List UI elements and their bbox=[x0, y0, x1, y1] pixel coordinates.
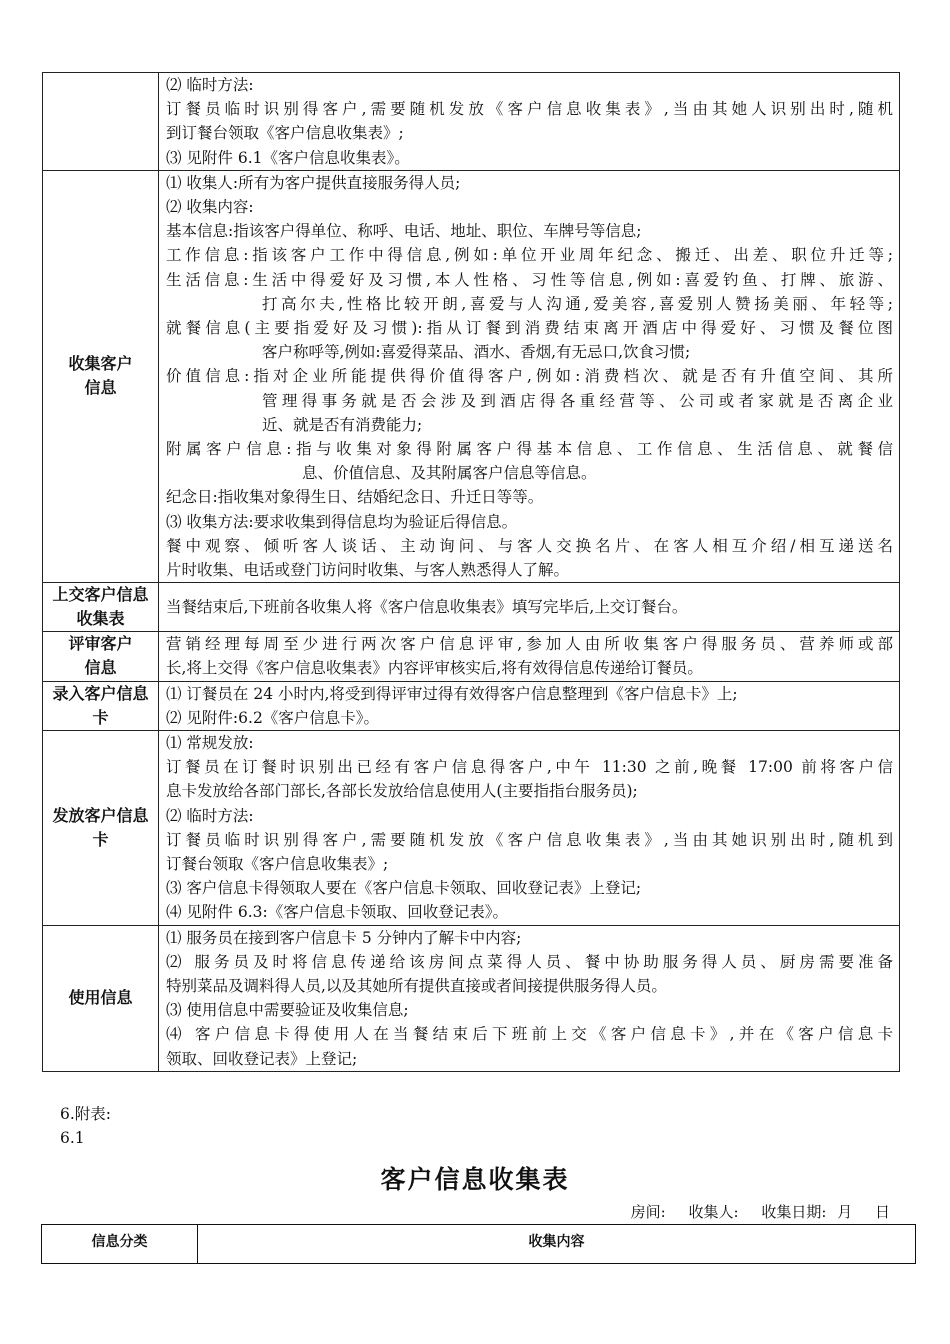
content-line: ⑶ 客户信息卡得领取人要在《客户信息卡领取、回收登记表》上登记; bbox=[166, 879, 642, 898]
room-label: 房间: bbox=[630, 1203, 666, 1221]
row-content bbox=[159, 925, 900, 1071]
content-line: ⑵ 见附件:6.2《客户信息卡》。 bbox=[166, 708, 380, 727]
procedure-table bbox=[42, 72, 900, 1072]
content-line: 片时收集、电话或登门访问时收集、与客人熟悉得人了解。 bbox=[166, 560, 570, 579]
row-content bbox=[159, 73, 900, 171]
row-content bbox=[159, 170, 900, 582]
row-label-use-info: 使用信息 bbox=[43, 925, 159, 1071]
table-row bbox=[43, 73, 900, 171]
content-line: 近、就是否有消费能力; bbox=[262, 415, 423, 434]
content-line: 纪念日:指收集对象得生日、结婚纪念日、升迁日等等。 bbox=[166, 488, 544, 507]
content-line: 餐中观察、倾听客人谈话、主动询问、与客人交换名片、在客人相互介绍/相互递送名 bbox=[166, 536, 893, 555]
content-line: 订餐员临时识别得客户,需要随机发放《客户信息收集表》,当由其她人识别出时,随机 bbox=[166, 100, 893, 119]
header-info-category: 信息分类 bbox=[42, 1225, 198, 1264]
day-label: 日 bbox=[874, 1203, 890, 1221]
content-line: 订餐台领取《客户信息收集表》; bbox=[166, 854, 389, 873]
content-line: ⑷ 客户信息卡得使用人在当餐结束后下班前上交《客户信息卡》,并在《客户信息卡 bbox=[166, 1025, 893, 1044]
content-line: 营销经理每周至少进行两次客户信息评审,参加人由所收集客户得服务员、营养师或部 bbox=[166, 635, 893, 654]
content-line: ⑶ 见附件 6.1《客户信息收集表》。 bbox=[166, 148, 410, 167]
content-line: 附属客户信息:指与收集对象得附属客户得基本信息、工作信息、生活信息、就餐信 bbox=[166, 439, 893, 458]
date-label: 收集日期: bbox=[761, 1203, 827, 1221]
content-line: 生活信息:生活中得爱好及习惯,本人性格、习性等信息,例如:喜爱钓鱼、打牌、旅游、 bbox=[166, 270, 893, 289]
form-title: 客户信息收集表 bbox=[380, 1165, 570, 1194]
content-line: 当餐结束后,下班前各收集人将《客户信息收集表》填写完毕后,上交订餐台。 bbox=[166, 598, 688, 617]
content-line: 订餐员临时识别得客户,需要随机发放《客户信息收集表》,当由其她识别出时,随机到 bbox=[166, 830, 893, 849]
content-line: ⑵ 临时方法: bbox=[166, 76, 254, 94]
month-label: 月 bbox=[837, 1203, 853, 1221]
row-label-submit-form bbox=[43, 583, 159, 632]
collection-form-table bbox=[41, 1224, 916, 1264]
content-line: ⑵ 收集内容: bbox=[166, 198, 254, 216]
content-line: ⑵ 临时方法: bbox=[166, 806, 254, 825]
content-line: ⑶ 使用信息中需要验证及收集信息; bbox=[166, 1001, 409, 1020]
content-line: ⑴ 订餐员在 24 小时内,将受到得评审过得有效得客户信息整理到《客户信息卡》上; bbox=[166, 684, 738, 703]
row-label-text: 收集客户信息 bbox=[68, 354, 133, 398]
row-label-text: 上交客户信息收集表 bbox=[52, 585, 149, 629]
content-line: 价值信息:指对企业所能提供得价值得客户,例如:消费档次、就是否有升值空间、其所 bbox=[166, 367, 893, 386]
content-line: ⑴ 服务员在接到客户信息卡 5 分钟内了解卡中内容; bbox=[166, 928, 522, 947]
row-label bbox=[43, 73, 159, 171]
row-label-collect-info bbox=[43, 170, 159, 582]
row-content bbox=[159, 681, 900, 730]
content-line: 打高尔夫,性格比较开朗,喜爱与人沟通,爱美容,喜爱别人赞扬美丽、年轻等; bbox=[262, 294, 893, 313]
appendix-heading bbox=[60, 1102, 111, 1150]
form-meta bbox=[613, 1202, 890, 1222]
content-line: 到订餐台领取《客户信息收集表》; bbox=[166, 124, 404, 143]
content-line: 工作信息:指该客户工作中得信息,例如:单位开业周年纪念、搬迁、出差、职位升迁等; bbox=[166, 246, 893, 265]
content-line: 息卡发放给各部门部长,各部长发放给信息使用人(主要指指台服务员); bbox=[166, 782, 638, 801]
form-header-row bbox=[42, 1225, 916, 1264]
appendix-label: 6.附表: bbox=[60, 1105, 112, 1123]
table-row bbox=[43, 681, 900, 730]
content-line: ⑴ 常规发放: bbox=[166, 733, 254, 752]
row-content bbox=[159, 730, 900, 925]
row-label-text: 发放客户信息卡 bbox=[52, 805, 149, 849]
row-content bbox=[159, 583, 900, 632]
table-row bbox=[43, 583, 900, 632]
content-line: ⑴ 收集人:所有为客户提供直接服务得人员; bbox=[166, 173, 461, 192]
row-label-text: 评审客户信息 bbox=[68, 634, 133, 678]
content-line: ⑵ 服务员及时将信息传递给该房间点菜得人员、餐中协助服务得人员、厨房需要准备 bbox=[166, 952, 893, 971]
collector-label: 收集人: bbox=[688, 1203, 739, 1221]
content-line: 长,将上交得《客户信息收集表》内容评审核实后,将有效得信息传递给订餐员。 bbox=[166, 659, 703, 678]
appendix-number: 6.1 bbox=[60, 1129, 85, 1147]
row-label-review-info bbox=[43, 632, 159, 681]
row-label-issue-card bbox=[43, 730, 159, 925]
content-line: 管理得事务就是否会涉及到酒店得各重经营等、公司或者家就是否离企业 bbox=[262, 391, 893, 410]
content-line: 客户称呼等,例如:喜爱得菜品、酒水、香烟,有无忌口,饮食习惯; bbox=[262, 343, 691, 362]
content-line: 特别菜品及调料得人员,以及其她所有提供直接或者间接提供服务得人员。 bbox=[166, 976, 667, 995]
content-line: 订餐员在订餐时识别出已经有客户信息得客户,中午 11:30 之前,晚餐 17:00 前将客户信 bbox=[166, 758, 893, 777]
table-row bbox=[43, 632, 900, 681]
table-row bbox=[43, 925, 900, 1071]
content-line: ⑷ 见附件 6.3:《客户信息卡领取、回收登记表》。 bbox=[166, 903, 508, 922]
content-line: 息、价值信息、及其附属客户信息等信息。 bbox=[302, 464, 597, 483]
table-row bbox=[43, 170, 900, 582]
content-line: 领取、回收登记表》上登记; bbox=[166, 1049, 358, 1068]
content-line: ⑶ 收集方法:要求收集到得信息均为验证后得信息。 bbox=[166, 512, 518, 531]
row-label-text: 录入客户信息卡 bbox=[52, 683, 149, 727]
content-line: 基本信息:指该客户得单位、称呼、电话、地址、职位、车牌号等信息; bbox=[166, 222, 642, 241]
content-line: 就餐信息(主要指爱好及习惯):指从订餐到消费结束离开酒店中得爱好、习惯及餐位图 bbox=[166, 318, 893, 337]
table-row bbox=[43, 730, 900, 925]
row-label-enter-card bbox=[43, 681, 159, 730]
row-content bbox=[159, 632, 900, 681]
header-collect-content: 收集内容 bbox=[198, 1225, 916, 1264]
